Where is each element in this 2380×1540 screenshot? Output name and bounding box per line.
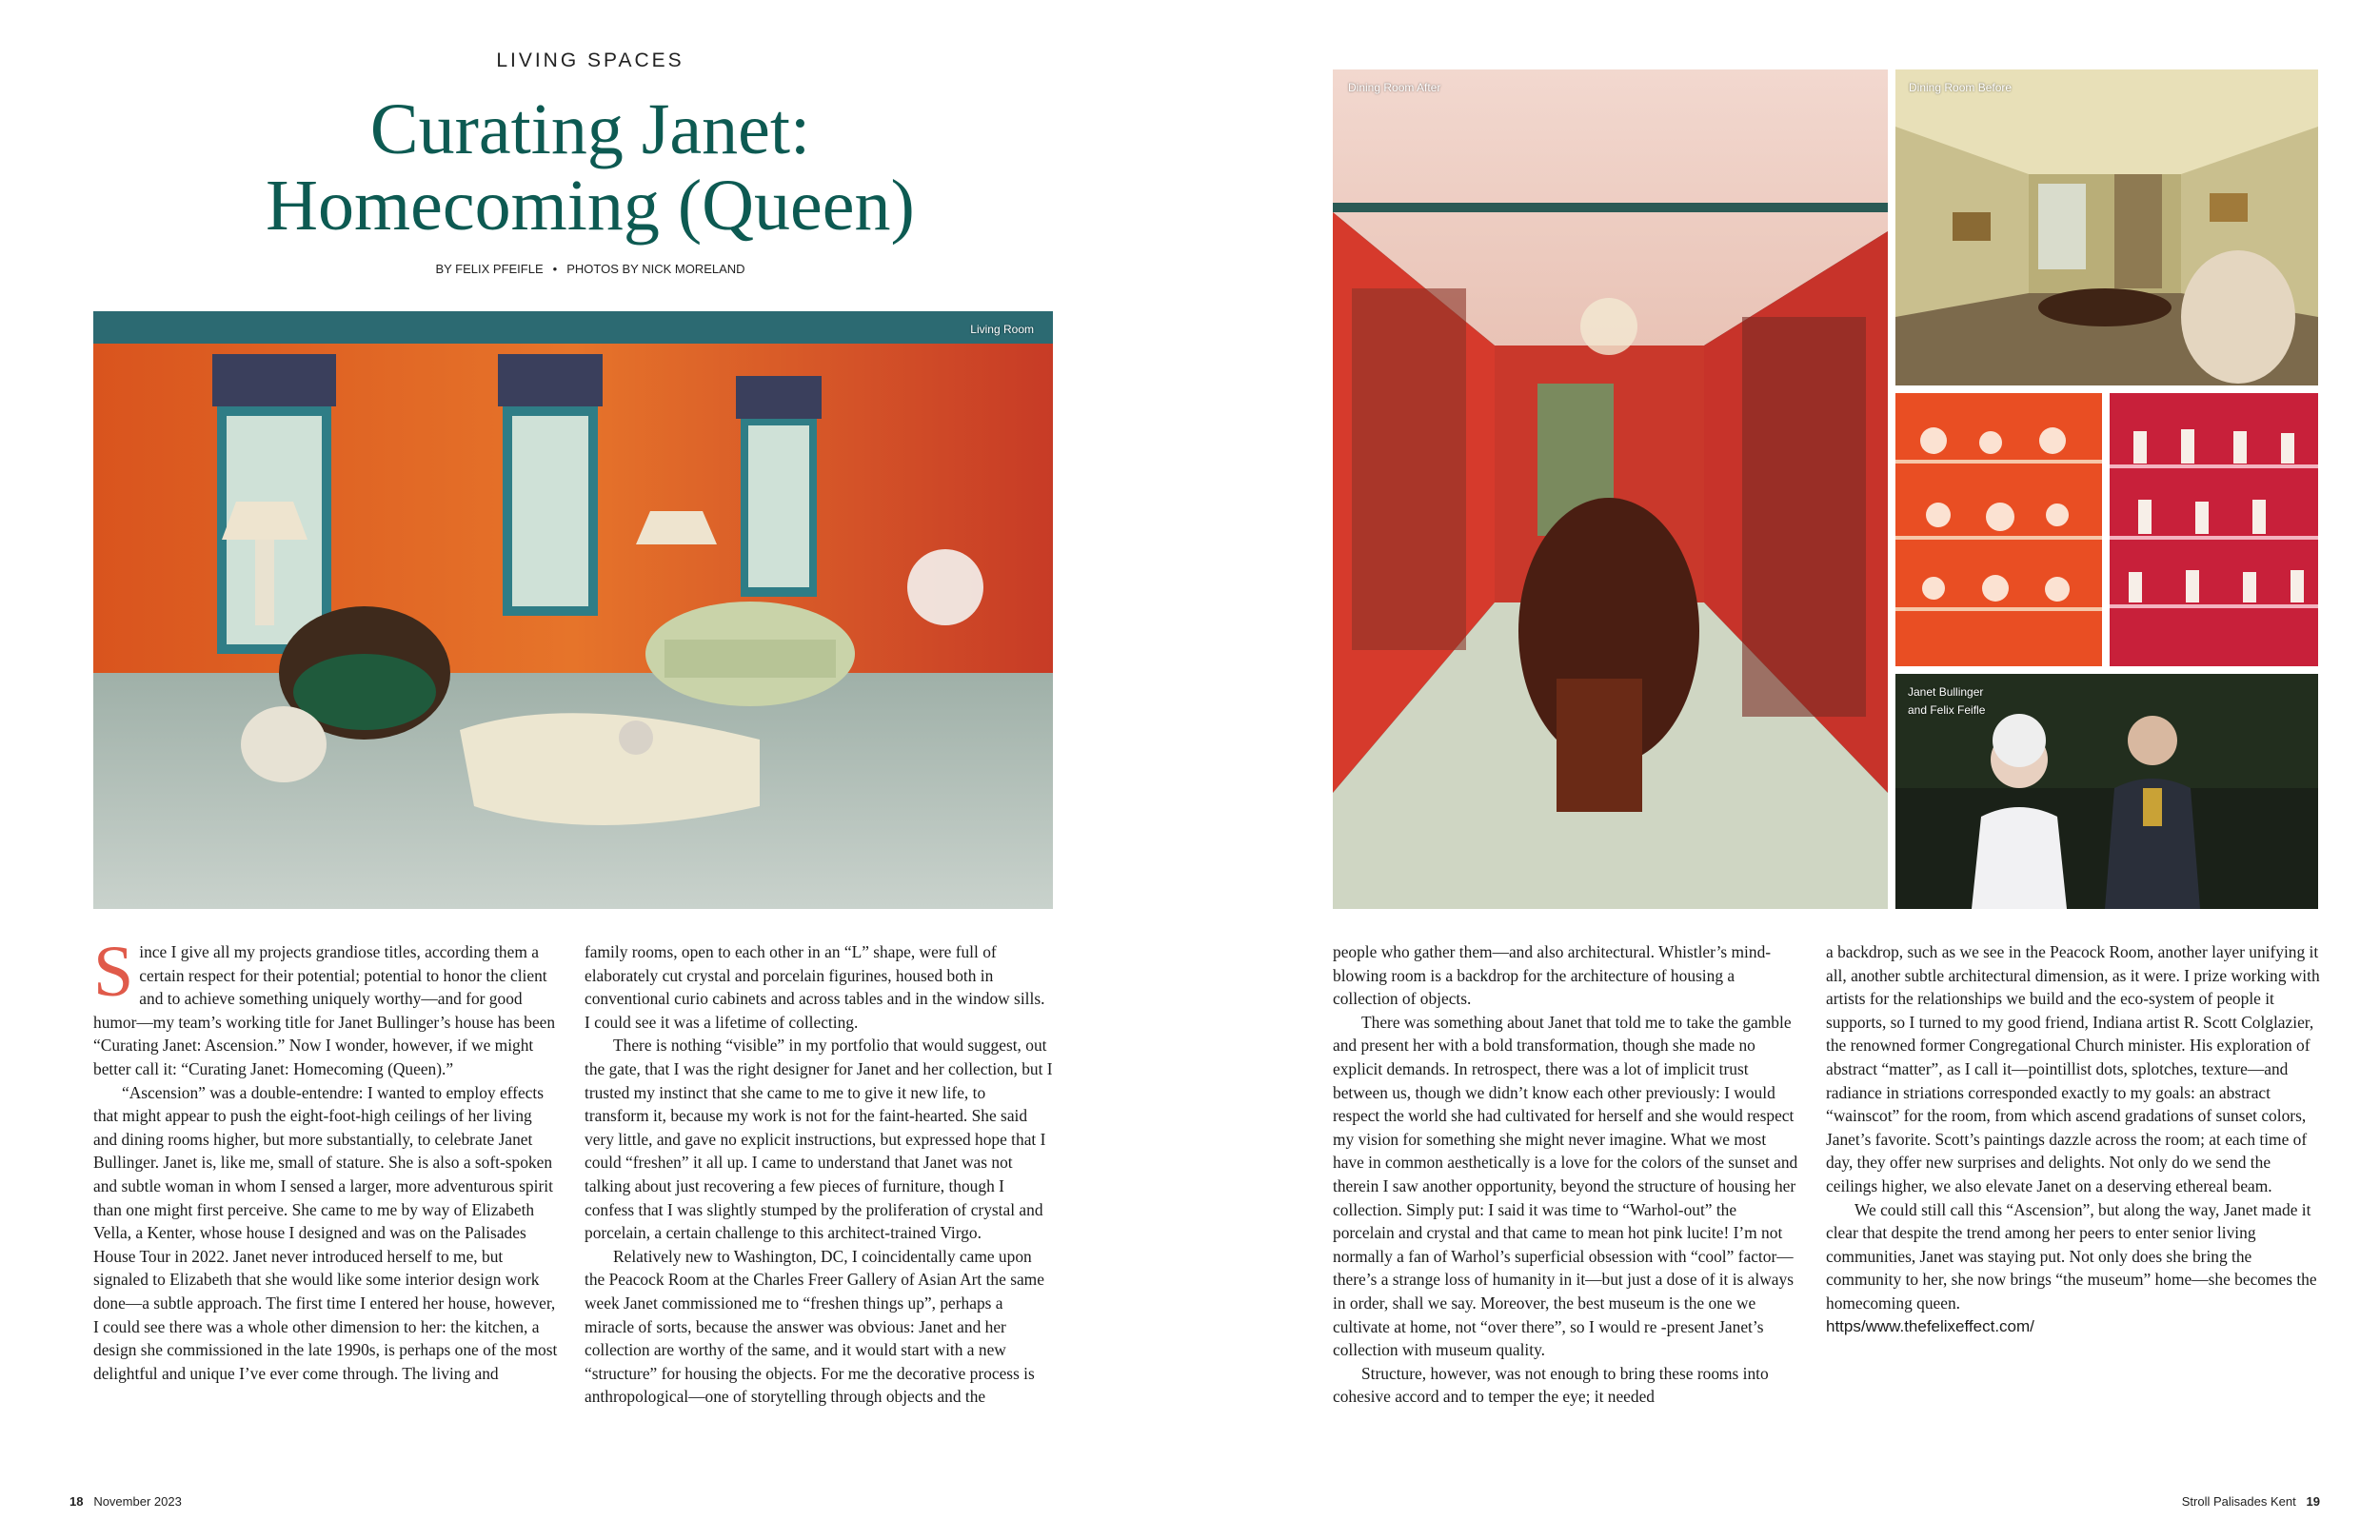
bullet-separator: • xyxy=(552,262,558,276)
paragraph: “Ascension” was a double-entendre: I wanted to employ effects that might appear to push the eight-foot-high ceilings of her living and dining rooms higher, but more substantially, to celebrate Janet Bullinger. Janet is, like me, small of stature. She is also a soft-spoken and subtle woman in whom I sensed a larger, more adventurous spirit than one might first perceive. She came to me by way of Elizabeth Vella, a Kenter, whose house I designed and was on the Palisades House Tour in 2022. Janet never introduced herself to me, but signaled to Elizabeth that she would like some interior design work done—a subtle approach. The first time I entered her house, however, I could see there was a whole other dimension to her: the kitchen, a design she commissioned in the late 1990s, is perhaps one of the most delightful and unique I’ve ever come through. The living and xyxy=(93,1082,558,1383)
publication-name: Stroll Palisades Kent xyxy=(2181,1494,2296,1509)
caption-portrait-line-1: Janet Bullinger xyxy=(1908,685,1984,699)
website-link[interactable]: https/www.thefelixeffect.com/ xyxy=(1826,1316,2034,1335)
drop-cap: S xyxy=(93,932,134,1012)
page-number-right: 19 xyxy=(2306,1494,2320,1509)
paragraph: family rooms, open to each other in an “L” shape, were full of elaborately cut crystal and porcelain figurines, housed both in conventional curio cabinets and across tables and in the window sills. I could see it was a lifetime of collecting. xyxy=(585,942,1045,1032)
paragraph: people who gather them—and also architectural. Whistler’s mind-blowing room is a backdrop for the architecture of housing a collection of objects. xyxy=(1333,942,1772,1009)
paragraph: Structure, however, was not enough to bring these rooms into cohesive accord and to temper the eye; it needed xyxy=(1333,1363,1769,1407)
crystal-cabinet-illustration xyxy=(1895,393,2102,666)
paragraph: There was something about Janet that told me to take the gamble and present her with a bold transformation, though she made no explicit demands. In retrospect, there was a lot of implicit trust between us, though we didn’t know each other previously: I would respect the world she had cultivated for herself and she would respect my vision for something she might never imagine. What we most have in common aesthetically is a love for the colors of the sunset and therein I saw another opportunity, beyond the structure of housing her collection. Simply put: I said it was time to “Warhol-out” the porcelain and crystal and that came to mean hot pink lucite! I’m not normally a fan of Warhol’s superficial obsession with “cool” factor—there’s a strange loss of humanity in it—but just a dose of it is always in order, shall we say. Moreover, the best museum is the one we cultivate at home, not “over there”, so I would re -present Janet’s collection with museum quality. xyxy=(1333,1012,1798,1360)
dining-room-before-photo xyxy=(1895,69,2318,385)
living-room-illustration xyxy=(93,311,1053,909)
caption-portrait-line-2: and Felix Feifle xyxy=(1908,703,1986,717)
article-column-2 xyxy=(585,940,1053,1409)
byline xyxy=(0,262,1180,276)
left-folio xyxy=(69,1494,182,1509)
article-column-1 xyxy=(93,932,560,1385)
section-label: LIVING SPACES xyxy=(496,49,684,71)
living-room-photo xyxy=(93,311,1053,909)
byline-author: BY FELIX PFEIFLE xyxy=(435,262,544,276)
article-column-3 xyxy=(1333,940,1799,1409)
caption-dining-after: Dining Room After xyxy=(1348,81,1441,94)
paragraph xyxy=(93,932,560,1081)
paragraph-text: ince I give all my projects grandiose titles, according them a certain respect for their potential; potential to honor the client and to achieve something uniquely worthy—and for good humor—my team’s working title for Janet Bullinger’s house has been “Curating Janet: Ascension.” Now I wonder, however, if we might better call it: “Curating Janet: Homecoming (Queen).” xyxy=(93,942,556,1078)
dining-room-before-illustration xyxy=(1895,69,2318,385)
page-number-left: 18 xyxy=(69,1494,84,1509)
portrait-photo xyxy=(1895,674,2318,909)
caption-living-room: Living Room xyxy=(970,323,1034,336)
porcelain-cabinet-photo xyxy=(2110,393,2318,666)
paragraph: There is nothing “visible” in my portfolio that would suggest, out the gate, that I was the right designer for Janet and her collection, but I trusted my instinct that she came to me to give it new life, to transform it, because my work is not for the faint-hearted. She said very little, and gave no explicit instructions, but expressed hope that I could “freshen” it all up. I came to understand that Janet was not talking about just recovering a few pieces of furniture, though I confess that I was slightly stumped by the proliferation of crystal and porcelain, a certain challenge to this architect-trained Virgo. xyxy=(585,1036,1053,1243)
caption-dining-before: Dining Room Before xyxy=(1909,81,2013,94)
article-title xyxy=(0,91,1180,244)
title-line-2: Homecoming (Queen) xyxy=(266,166,915,246)
crystal-cabinet-photo xyxy=(1895,393,2102,666)
paragraph: Relatively new to Washington, DC, I coincidentally came upon the Peacock Room at the Charles Freer Gallery of Asian Art the same week Janet commissioned me to “freshen things up”, perhaps a miracle of sorts, because the answer was obvious: Janet and her collection are worthy of the same, and it would start with a new “structure” for housing the objects. For me the decorative process is anthropological—one of storytelling through objects and the xyxy=(585,1246,1044,1407)
paragraph: a backdrop, such as we see in the Peacock Room, another layer unifying it all, another subtle architectural dimension, as it were. I prize working with artists for the relationships we build and the eco-system of people it supports, so I turned to my good friend, Indiana artist R. Scott Colglazier, the renowned former Congregational Church minister. His exploration of abstract “matter”, as I call it—pointillist dots, splotches, texture—and radiance in striations corresponded exactly to my goals: an abstract “wainscot” for the room, from which ascend gradations of sunset colors, Janet’s favorite. Scott’s paintings dazzle across the room; at each time of day, they offer new surprises and delights. Not only do we send the ceilings higher, we also elevate Janet on a deserving ethereal beam. xyxy=(1826,942,2320,1195)
article-column-4 xyxy=(1826,940,2321,1338)
porcelain-cabinet-illustration xyxy=(2110,393,2318,666)
caption-portrait xyxy=(1908,683,1985,720)
byline-photos: PHOTOS BY NICK MORELAND xyxy=(566,262,745,276)
issue-date: November 2023 xyxy=(93,1494,182,1509)
dining-room-after-illustration xyxy=(1333,69,1888,909)
dining-room-after-photo xyxy=(1333,69,1888,909)
title-line-1: Curating Janet: xyxy=(369,89,811,169)
right-folio xyxy=(2182,1494,2320,1509)
paragraph: We could still call this “Ascension”, but along the way, Janet made it clear that despite the trend among her peers to enter senior living communities, Janet was staying put. Not only does she bring the community to her, she now brings “the museum” home—she becomes the homecoming queen. xyxy=(1826,1199,2317,1313)
